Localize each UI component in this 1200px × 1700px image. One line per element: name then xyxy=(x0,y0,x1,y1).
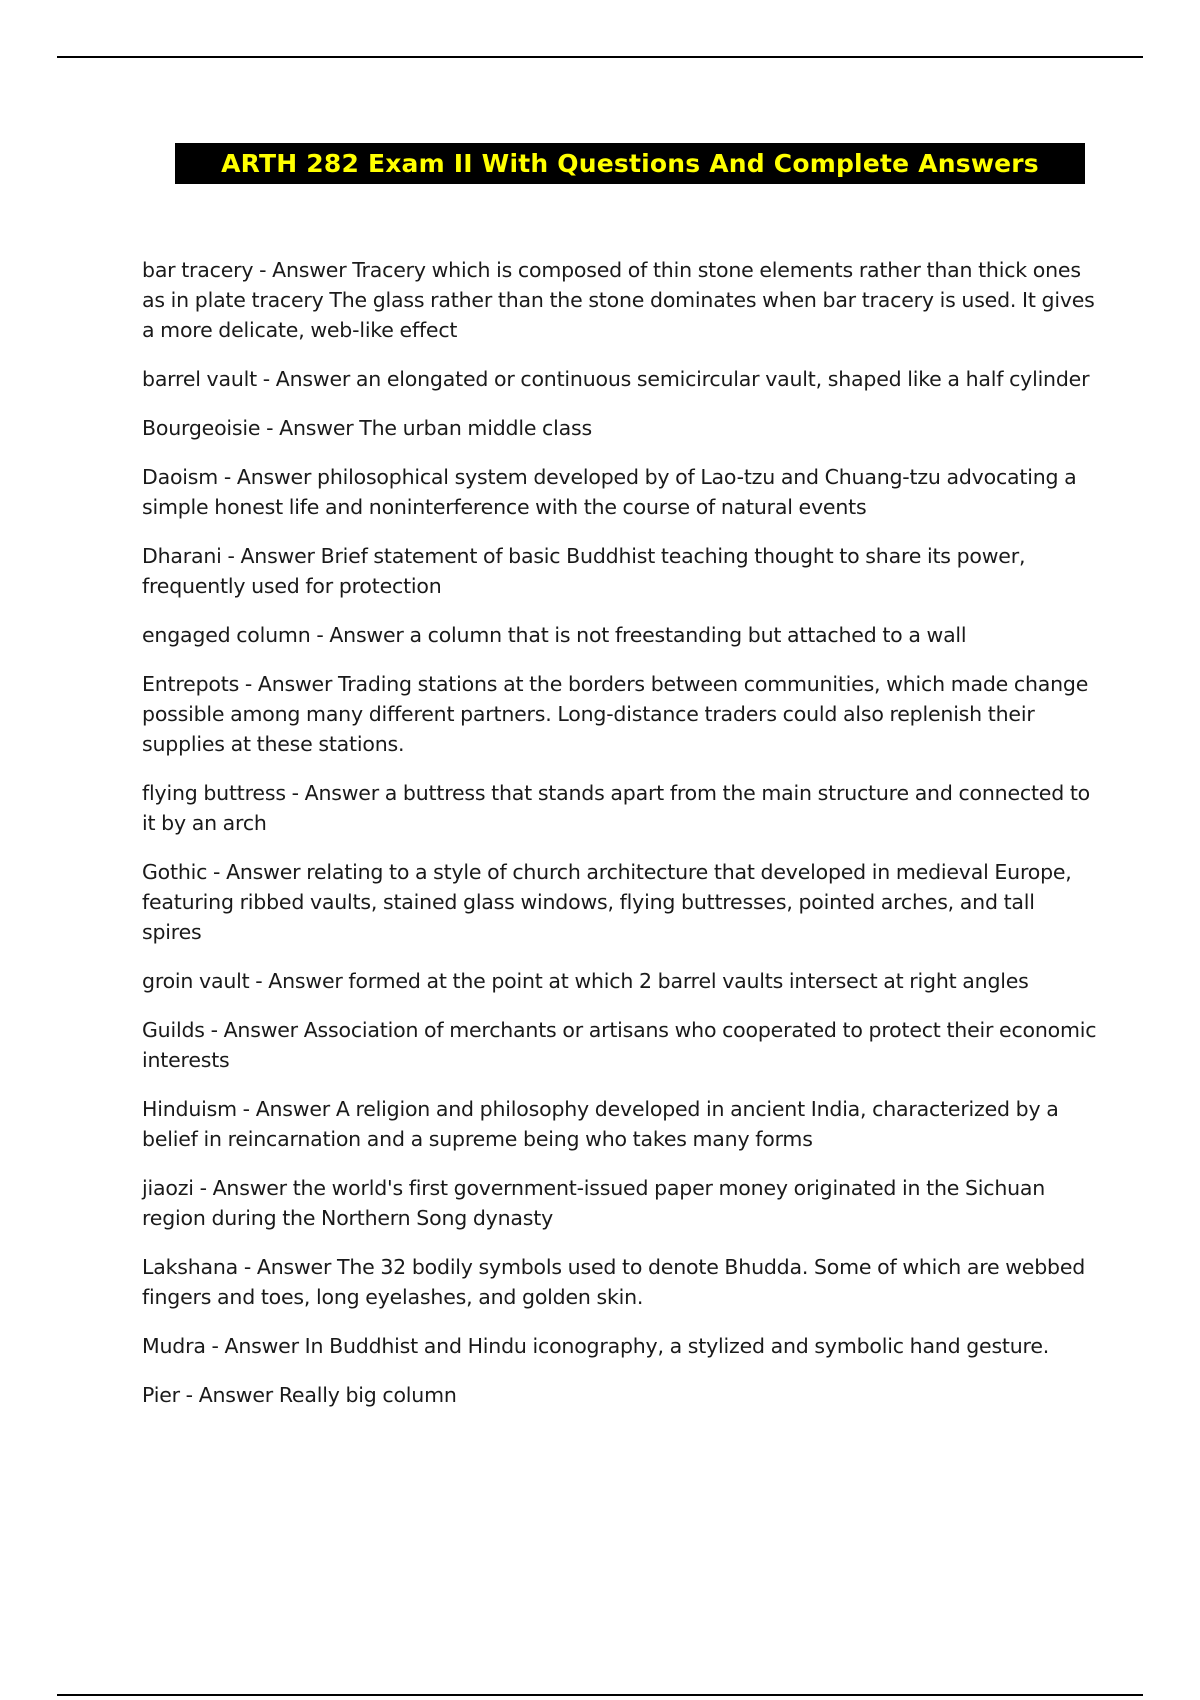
qa-answer: Tracery which is composed of thin stone elements rather than thick ones as in plate tracery The glass rather than the stone dominates when bar tracery is used. It gives a more delicate, web-like effect xyxy=(142,258,1095,342)
qa-term: jiaozi xyxy=(142,1176,194,1200)
qa-separator: - Answer xyxy=(205,1334,305,1358)
qa-answer: formed at the point at which 2 barrel vaults intersect at right angles xyxy=(348,969,1029,993)
qa-item xyxy=(142,1173,1097,1233)
qa-term: bar tracery xyxy=(142,258,254,282)
qa-separator: - Answer xyxy=(253,258,353,282)
qa-term: Guilds xyxy=(142,1018,205,1042)
qa-term: Entrepots xyxy=(142,672,240,696)
qa-answer: philosophical system developed by of Lao-tzu and Chuang-tzu advocating a simple honest life and noninterference with the course of natural events xyxy=(142,465,1077,519)
qa-separator: - Answer xyxy=(179,1383,279,1407)
document-title: ARTH 282 Exam II With Questions And Complete Answers xyxy=(221,149,1039,178)
qa-answer: A religion and philosophy developed in ancient India, characterized by a belief in reincarnation and a supreme being who takes many forms xyxy=(142,1097,1059,1151)
qa-item xyxy=(142,857,1097,947)
qa-answer: The urban middle class xyxy=(359,416,592,440)
qa-term: flying buttress xyxy=(142,781,286,805)
qa-answer: the world's first government-issued paper money originated in the Sichuan region during the Northern Song dynasty xyxy=(142,1176,1046,1230)
qa-term: Gothic xyxy=(142,860,208,884)
qa-answer: Brief statement of basic Buddhist teaching thought to share its power, frequently used for protection xyxy=(142,544,1026,598)
qa-item xyxy=(142,1252,1097,1312)
qa-list xyxy=(142,255,1097,1429)
qa-term: Hinduism xyxy=(142,1097,237,1121)
top-rule xyxy=(57,56,1143,58)
qa-term: barrel vault xyxy=(142,367,257,391)
qa-separator: - Answer xyxy=(218,465,317,489)
qa-separator: - Answer xyxy=(260,416,360,440)
qa-separator: - Answer xyxy=(310,623,410,647)
bottom-rule xyxy=(57,1694,1143,1696)
qa-separator: - Answer xyxy=(239,672,338,696)
qa-item xyxy=(142,778,1097,838)
qa-item xyxy=(142,620,1097,650)
qa-answer: a column that is not freestanding but attached to a wall xyxy=(409,623,967,647)
qa-separator: - Answer xyxy=(256,367,356,391)
qa-separator: - Answer xyxy=(236,1097,336,1121)
qa-term: Mudra xyxy=(142,1334,206,1358)
qa-item xyxy=(142,1380,1097,1410)
qa-term: Bourgeoisie xyxy=(142,416,261,440)
qa-separator: - Answer xyxy=(193,1176,293,1200)
qa-answer: Trading stations at the borders between communities, which made change possible among many different partners. Long-distance traders could also replenish their supplies at these stations. xyxy=(142,672,1089,756)
qa-answer: a buttress that stands apart from the main structure and connected to it by an arch xyxy=(142,781,1091,835)
qa-item xyxy=(142,462,1097,522)
qa-answer: relating to a style of church architecture that developed in medieval Europe, featuring ribbed vaults, stained glass windows, flying buttresses, pointed arches, and tall spires xyxy=(142,860,1072,944)
qa-item xyxy=(142,1331,1097,1361)
qa-answer: Association of merchants or artisans who cooperated to protect their economic interests xyxy=(142,1018,1097,1072)
qa-item xyxy=(142,413,1097,443)
qa-item xyxy=(142,966,1097,996)
qa-item xyxy=(142,669,1097,759)
qa-term: engaged column xyxy=(142,623,311,647)
qa-separator: - Answer xyxy=(207,860,307,884)
qa-item xyxy=(142,364,1097,394)
qa-answer: Really big column xyxy=(278,1383,457,1407)
qa-term: Pier xyxy=(142,1383,180,1407)
qa-item xyxy=(142,255,1097,345)
qa-separator: - Answer xyxy=(285,781,385,805)
qa-answer: The 32 bodily symbols used to denote Bhudda. Some of which are webbed fingers and toes, long eyelashes, and golden skin. xyxy=(142,1255,1086,1309)
qa-answer: In Buddhist and Hindu iconography, a stylized and symbolic hand gesture. xyxy=(304,1334,1050,1358)
qa-separator: - Answer xyxy=(238,1255,337,1279)
qa-term: Daoism xyxy=(142,465,219,489)
qa-answer: an elongated or continuous semicircular vault, shaped like a half cylinder xyxy=(355,367,1090,391)
qa-item xyxy=(142,541,1097,601)
qa-separator: - Answer xyxy=(249,969,349,993)
qa-item xyxy=(142,1094,1097,1154)
qa-term: Lakshana xyxy=(142,1255,239,1279)
qa-separator: - Answer xyxy=(204,1018,304,1042)
qa-separator: - Answer xyxy=(221,544,321,568)
title-banner xyxy=(175,143,1085,184)
qa-term: Dharani xyxy=(142,544,222,568)
qa-term: groin vault xyxy=(142,969,250,993)
qa-item xyxy=(142,1015,1097,1075)
